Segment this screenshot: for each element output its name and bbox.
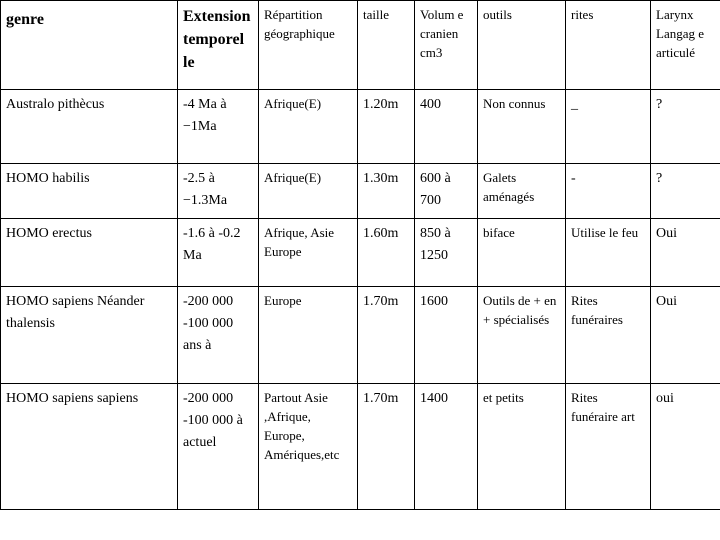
table-cell-rites: - bbox=[566, 164, 651, 219]
header-cell-taille: taille bbox=[358, 1, 415, 90]
table-cell-repartition: Afrique, Asie Europe bbox=[259, 219, 358, 287]
table-cell-genre: HOMO erectus bbox=[1, 219, 178, 287]
table-cell-extension: -1.6 à -0.2 Ma bbox=[178, 219, 259, 287]
table-cell-extension: -200 000 -100 000 à actuel bbox=[178, 384, 259, 510]
table-cell-extension: -2.5 à −1.3Ma bbox=[178, 164, 259, 219]
table-cell-repartition: Europe bbox=[259, 287, 358, 384]
table-cell-larynx: Oui bbox=[651, 219, 720, 287]
table-cell-volume: 400 bbox=[415, 90, 478, 164]
header-cell-repartition: Répartition géographique bbox=[259, 1, 358, 90]
table-row bbox=[1, 219, 720, 287]
table-cell-repartition: Afrique(E) bbox=[259, 164, 358, 219]
table-cell-genre: HOMO habilis bbox=[1, 164, 178, 219]
table-cell-outils: Non connus bbox=[478, 90, 566, 164]
table-cell-taille: 1.70m bbox=[358, 384, 415, 510]
table-cell-volume: 1600 bbox=[415, 287, 478, 384]
header-cell-genre: genre bbox=[1, 1, 178, 90]
table-cell-taille: 1.30m bbox=[358, 164, 415, 219]
table-cell-rites: Utilise le feu bbox=[566, 219, 651, 287]
table-cell-rites: Rites funéraire art bbox=[566, 384, 651, 510]
table-cell-outils: Galets aménagés bbox=[478, 164, 566, 219]
table-cell-outils: et petits bbox=[478, 384, 566, 510]
table-cell-taille: 1.70m bbox=[358, 287, 415, 384]
table-cell-larynx: oui bbox=[651, 384, 720, 510]
table-cell-extension: -200 000 -100 000 ans à bbox=[178, 287, 259, 384]
table-row bbox=[1, 384, 720, 510]
table-cell-outils: Outils de + en + spécialisés bbox=[478, 287, 566, 384]
header-cell-rites: rites bbox=[566, 1, 651, 90]
table-cell-volume: 1400 bbox=[415, 384, 478, 510]
table-cell-repartition: Partout Asie ,Afrique, Europe, Amériques,etc bbox=[259, 384, 358, 510]
table-cell-taille: 1.20m bbox=[358, 90, 415, 164]
table-cell-volume: 600 à 700 bbox=[415, 164, 478, 219]
header-cell-extension: Extension temporel le bbox=[178, 1, 259, 90]
table-cell-volume: 850 à 1250 bbox=[415, 219, 478, 287]
header-cell-volume: Volum e cranien cm3 bbox=[415, 1, 478, 90]
header-row bbox=[1, 1, 720, 90]
table-cell-genre: HOMO sapiens sapiens bbox=[1, 384, 178, 510]
table-row bbox=[1, 90, 720, 164]
table-cell-repartition: Afrique(E) bbox=[259, 90, 358, 164]
table-cell-taille: 1.60m bbox=[358, 219, 415, 287]
table-row bbox=[1, 164, 720, 219]
header-cell-outils: outils bbox=[478, 1, 566, 90]
table-cell-larynx: ? bbox=[651, 164, 720, 219]
table-row bbox=[1, 287, 720, 384]
header-cell-larynx: Larynx Langag e articulé bbox=[651, 1, 720, 90]
table-cell-extension: -4 Ma à −1Ma bbox=[178, 90, 259, 164]
table-cell-larynx: ? bbox=[651, 90, 720, 164]
table-cell-outils: biface bbox=[478, 219, 566, 287]
table-cell-genre: Australo pithècus bbox=[1, 90, 178, 164]
table-cell-rites: _ bbox=[566, 90, 651, 164]
table-cell-larynx: Oui bbox=[651, 287, 720, 384]
table-cell-rites: Rites funéraires bbox=[566, 287, 651, 384]
table-cell-genre: HOMO sapiens Néander thalensis bbox=[1, 287, 178, 384]
